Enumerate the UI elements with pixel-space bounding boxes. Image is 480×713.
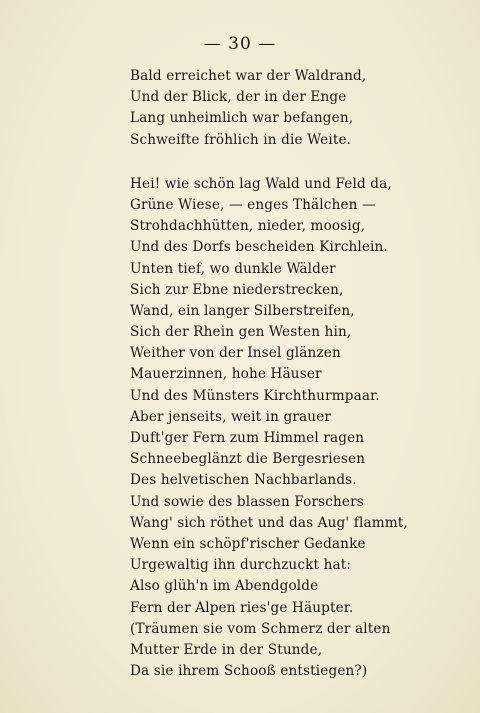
poem-line: Wand, ein langer Silberstreifen, [130,302,355,319]
poem-line: Also glüh'n im Abendgolde [130,578,319,595]
poem-line: Unten tief, wo dunkle Wälder [130,260,336,277]
poem-line: Mutter Erde in der Stunde, [130,641,323,658]
poem-line: Des helvetischen Nachbarlands. [130,472,357,489]
poem-line: (Träumen sie vom Schmerz der alten [130,620,391,637]
poem-line: Da sie ihrem Schooß entstiegen?) [130,663,368,680]
poem-line: Duft'ger Fern zum Himmel ragen [130,430,365,446]
poem-line: Wang' sich röthet und das Aug' flammt, [130,514,408,531]
poem-line: Schweifte fröhlich in die Weite. [130,131,352,148]
page-number: — 30 — [203,34,277,54]
poem-line: Und des Münsters Kirchthurmpaar. [130,387,380,404]
stanza-1 [130,66,460,151]
poem-line: Schneebeglänzt die Bergesriesen [130,451,366,468]
poem-line: Aber jenseits, weit in grauer [130,408,332,425]
poem-text [130,66,460,682]
poem-line: Urgewaltig ihn durchzuckt hat: [130,557,352,574]
poem-line: Lang unheimlich war befangen, [130,110,354,127]
poem-line: Sich der Rhein gen Westen hin, [130,324,352,341]
poem-line: Wenn ein schöpf'rischer Gedanke [130,535,366,552]
poem-line: Und der Blick, der in der Enge [130,89,347,106]
poem-line: Fern der Alpen ries'ge Häupter. [130,599,354,616]
poem-line: Sich zur Ebne niederstrecken, [130,281,344,298]
stanza-2 [130,174,460,683]
poem-line: Strohdachhütten, nieder, moosig, [130,218,366,235]
poem-line: Grüne Wiese, — enges Thälchen — [130,196,376,213]
poem-line: Und des Dorfs bescheiden Kirchlein. [130,239,388,256]
poem-line: Weither von der Insel glänzen [130,345,341,362]
poem-line: Mauerzinnen, hohe Häuser [130,366,322,383]
poem-line: Hei! wie schön lag Wald und Feld da, [130,175,392,192]
poem-line: Und sowie des blassen Forschers [130,493,364,510]
poem-line: Bald erreichet war der Waldrand, [130,68,367,84]
